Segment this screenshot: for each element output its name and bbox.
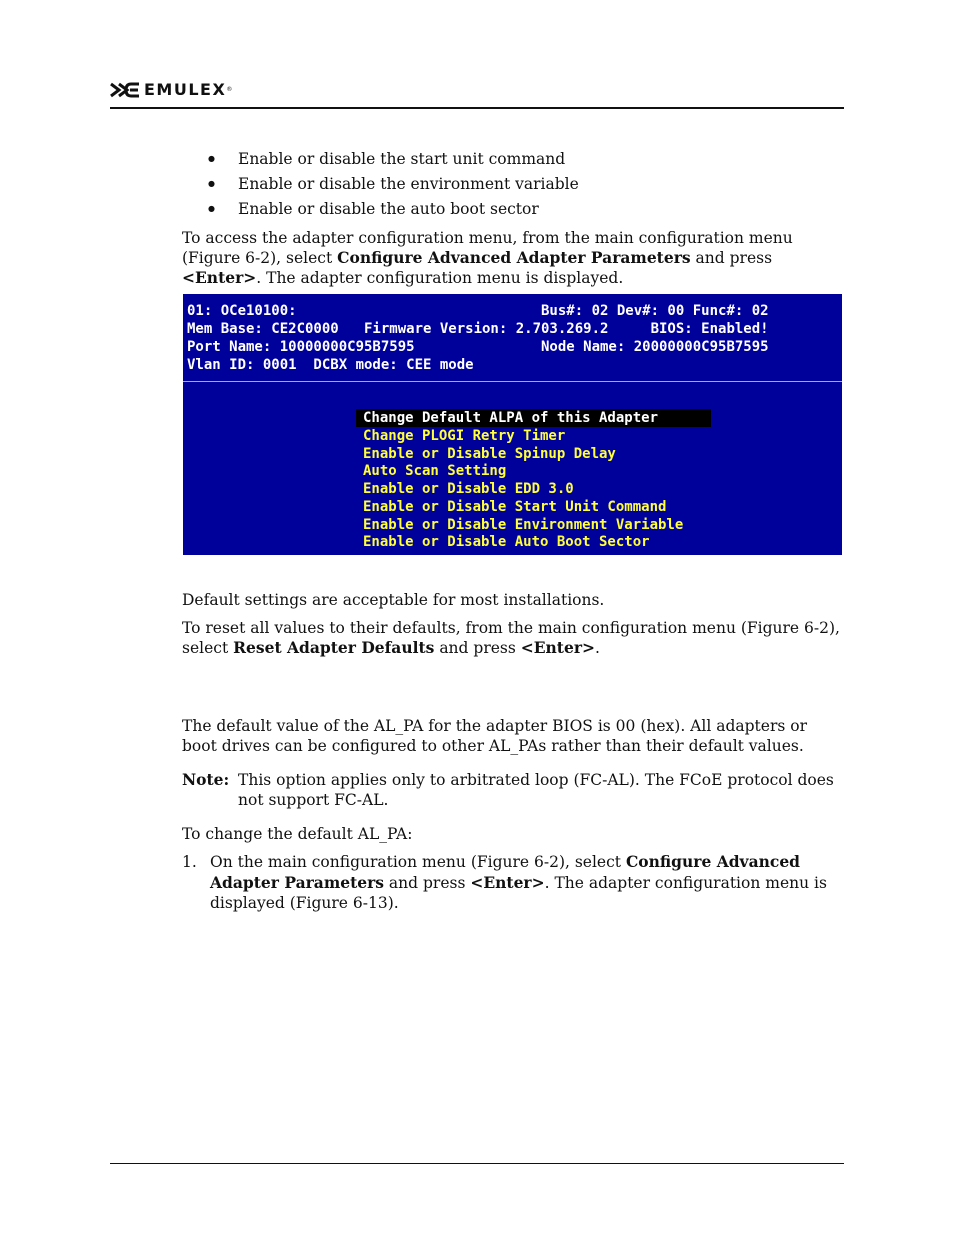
emulex-mark-icon — [110, 82, 140, 98]
step-body: On the main configuration menu (Figure 6-2), select Configure Advanced Adapter Parameters and press <Enter>. The adapter configuration menu is displayed (Figure 6-13). — [210, 852, 827, 912]
alpa-paragraph: The default value of the AL_PA for the adapter BIOS is 00 (hex). All adapters or boot drives can be configured to other AL_PAs rather than their default values. — [182, 717, 807, 755]
menu-item-change-plogi-retry-timer[interactable]: Change PLOGI Retry Timer — [363, 428, 566, 444]
note-body: This option applies only to arbitrated loop (FC-AL). The FCoE protocol does not support FC-AL. — [238, 771, 834, 809]
logo-trademark: ® — [226, 86, 233, 93]
page-header — [110, 78, 844, 108]
menu-item-change-default-alpa[interactable]: Change Default ALPA of this Adapter — [356, 409, 711, 427]
bios-adapter-config-screen — [183, 294, 842, 555]
bios-info-line: 01: OCe10100: Bus#: 02 Dev#: 00 Func#: 02 — [187, 303, 769, 319]
list-item: ● Enable or disable the auto boot sector — [208, 198, 579, 223]
menu-item-start-unit-command[interactable]: Enable or Disable Start Unit Command — [363, 499, 667, 515]
menu-item-edd-3[interactable]: Enable or Disable EDD 3.0 — [363, 481, 574, 497]
bios-info-line: Port Name: 10000000C95B7595 Node Name: 20000000C95B7595 — [187, 339, 769, 355]
change-alpa-intro: To change the default AL_PA: — [182, 825, 413, 843]
list-item: ● Enable or disable the environment variable — [208, 173, 579, 198]
menu-item-environment-variable[interactable]: Enable or Disable Environment Variable — [363, 517, 684, 533]
menu-item-spinup-delay[interactable]: Enable or Disable Spinup Delay — [363, 446, 616, 462]
note-label: Note: — [182, 770, 230, 789]
bios-info-line: Mem Base: CE2C0000 Firmware Version: 2.703.269.2 BIOS: Enabled! — [187, 321, 769, 337]
bios-info-line: Vlan ID: 0001 DCBX mode: CEE mode — [187, 357, 474, 373]
logo-text: EMULEX — [144, 80, 227, 99]
menu-item-auto-boot-sector[interactable]: Enable or Disable Auto Boot Sector — [363, 534, 650, 550]
defaults-paragraph: Default settings are acceptable for most installations. — [182, 591, 605, 609]
emulex-logo — [110, 80, 232, 99]
list-item: ● Enable or disable the start unit command — [208, 148, 579, 173]
step-number: 1. — [182, 853, 197, 871]
bios-info-panel — [183, 294, 842, 382]
menu-item-auto-scan-setting[interactable]: Auto Scan Setting — [363, 463, 507, 479]
access-paragraph: To access the adapter configuration menu, from the main configuration menu (Figure 6-2), select Configure Advanced Adapter Parameters and press <Enter>. The adapter configuration menu is displayed. — [182, 229, 793, 287]
footer-rule — [110, 1163, 844, 1164]
reset-paragraph: To reset all values to their defaults, from the main configuration menu (Figure 6-2), select Reset Adapter Defaults and press <Enter>. — [182, 619, 840, 657]
feature-bullet-list — [208, 148, 579, 223]
header-rule — [110, 107, 844, 109]
